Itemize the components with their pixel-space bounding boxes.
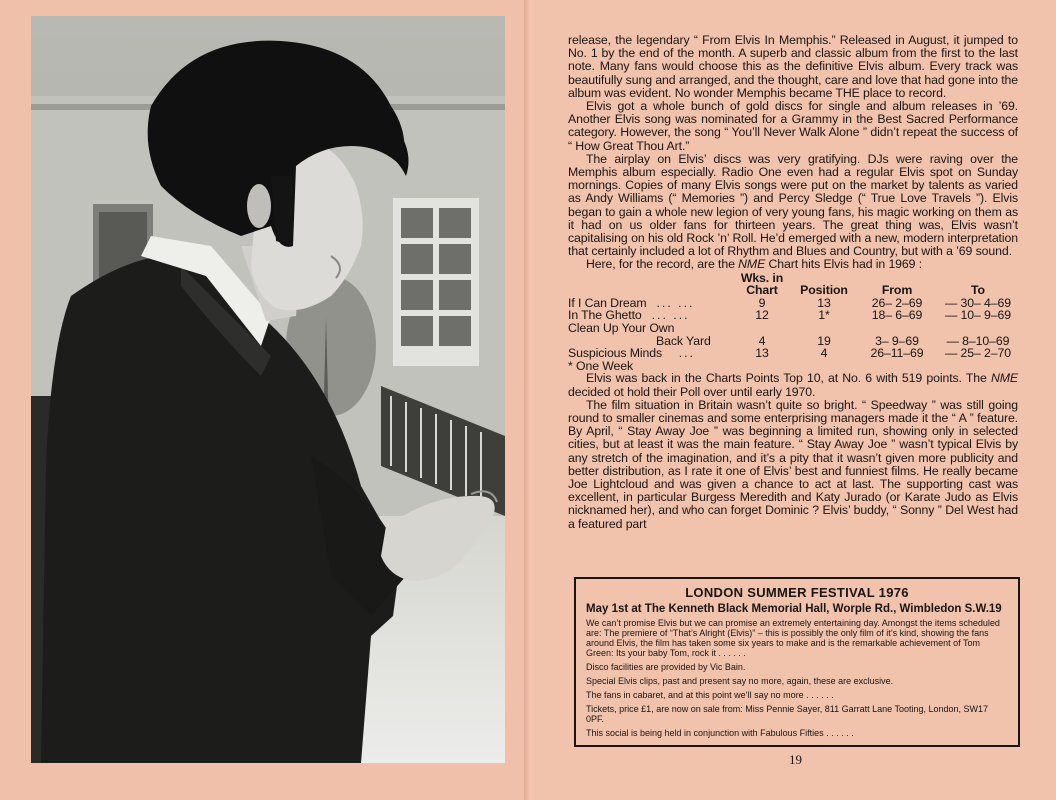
right-page xyxy=(540,0,1045,800)
chart-footnote: * One Week xyxy=(568,358,634,373)
advert-subtitle: May 1st at The Kenneth Black Memorial Hall, Worple Rd., Wimbledon S.W.19 xyxy=(586,603,1002,615)
leader-dots: ... ... xyxy=(651,308,690,323)
position-cell: 1* xyxy=(818,308,830,323)
song-title-continued: Back Yard xyxy=(656,333,711,348)
position-cell: 13 xyxy=(817,295,831,310)
song-title: Clean Up Your Own xyxy=(568,321,675,336)
article-paragraph: The airplay on Elvis’ discs was very gratifying. DJs were raving over the Memphis album especially. Radio One even had a regular Elvis spot on Sunday mornings. Copies of many Elvis songs were put on the market by talents as varied as Andy Williams (“ Memories ”) and Percy Sledge (“ True Love Travels ”). Elvis began to gain a whole new legion of very young fans, his magic working on them as it had on us older fans for thirteen years. The great thing was, Elvis wasn’t capitalising on his old Rock ’n’ Roll. He’d emerged with a new, modern interpretation that certainly included a lot of Rhythm and Blues and Country, but with a ’69 sound. xyxy=(568,151,1018,259)
leader-dots: ... xyxy=(678,346,695,361)
table-header-row xyxy=(568,272,1018,297)
wks-header: Wks. in Chart xyxy=(740,270,784,298)
nme-italic: NME xyxy=(738,257,766,272)
advert-text: This social is being held in conjunction with Fabulous Fifties . . . . . . xyxy=(586,728,854,738)
from-cell: 18– 6–69 xyxy=(871,308,923,323)
article-body xyxy=(568,34,1018,531)
elvis-photograph xyxy=(31,16,505,763)
festival-advert xyxy=(574,577,1020,747)
table-row xyxy=(568,322,1018,335)
advert-text: The fans in cabaret, and at this point we’ll say no more . . . . . . xyxy=(586,690,834,700)
article-paragraph: release, the legendary “ From Elvis In Memphis.” Released in August, it jumped to No. 1 by the end of the month. A superb and classic album from the first to the last note. Many fans would choose this as the definitive Elvis album. Every track was beautifully sung and arranged, and the thought, care and love that had gone into the album was evident. No wonder Memphis became THE place to record. xyxy=(568,33,1018,100)
from-cell: 26–11–69 xyxy=(870,346,924,361)
page-gutter xyxy=(524,0,534,800)
article-paragraph: The film situation in Britain wasn’t quite so bright. “ Speedway ” was still going round to smaller cinemas and some enterprising managers made it the “ A ” feature. By April, “ Stay Away Joe ” was beginning a limited run, showing only in selected cities, but at least it was the main feature. “ Stay Away Joe ” wasn’t typical Elvis by any stretch of the imagination, and it’s a pity that it wasn’t given more publicity and better distribution, as I rate it one of Elvis’ best and funniest films. He really became Joe Lightcloud and was given a chance to act at last. The supporting cast was excellent, in particular Burgess Meredith and Katy Jurado (or Karate Judo as Elvis nicknamed her), and who can forget Dominic ? Elvis’ buddy, “ Sonny ” Del West had a featured part xyxy=(568,397,1018,531)
to-header: To xyxy=(971,283,985,298)
to-cell: — 25– 2–70 xyxy=(944,346,1011,361)
advert-title: LONDON SUMMER FESTIVAL 1976 xyxy=(685,585,909,600)
advert-text: Disco facilities are provided by Vic Bain. xyxy=(586,662,746,672)
chart-intro xyxy=(568,258,1018,271)
page-number: 19 xyxy=(789,752,802,767)
to-cell: — 30– 4–69 xyxy=(944,295,1011,310)
elvis-photo-image xyxy=(31,16,505,763)
from-cell: 3– 9–69 xyxy=(875,333,919,348)
article-paragraph: Elvis was back in the Charts Points Top 10, at No. 6 with 519 points. The NME decided ot hold their Poll over until early 1970. xyxy=(568,371,1018,399)
chart-intro-text: Chart hits Elvis had in 1969 : xyxy=(765,257,923,272)
nme-chart-table xyxy=(568,272,1018,373)
to-cell: — 8–10–69 xyxy=(946,333,1010,348)
article-paragraph: Elvis got a whole bunch of gold discs for single and album releases in ’69. Another Elvis song was nominated for a Grammy in the Best Sacred Performance category. However, the song “ You’ll Never Walk Alone ” didn’t repeat the success of “ How Great Thou Art.” xyxy=(568,99,1018,153)
from-cell: 26– 2–69 xyxy=(871,295,923,310)
song-title: If I Can Dream xyxy=(568,295,647,310)
song-title: Suspicious Minds xyxy=(568,346,663,361)
advert-text: Tickets, price £1, are now on sale from: Miss Pennie Sayer, 811 Garratt Lane Tooting, London, SW17 0PF. xyxy=(586,704,989,724)
position-cell: 19 xyxy=(817,333,831,348)
advert-text: We can’t promise Elvis but we can promise an extremely entertaining day. Amongst the items scheduled are: The premiere of “That’s Alright (Elvis)” – this is possibly the only film of it’s kind, showing the fans around Elvis, the film has taken some six years to make and is the remarkable achievement of Tom Green: Its your baby Tom, rock it . . . . . . xyxy=(586,618,1000,658)
nme-italic: NME xyxy=(990,371,1018,386)
chart-intro-text: Here, for the record, are the xyxy=(586,257,739,272)
table-row xyxy=(568,347,1018,360)
from-header: From xyxy=(881,283,913,298)
weeks-cell: 4 xyxy=(758,333,766,348)
position-header: Position xyxy=(800,283,848,298)
to-cell: — 10– 9–69 xyxy=(944,308,1011,323)
weeks-cell: 13 xyxy=(755,346,769,361)
position-cell: 4 xyxy=(820,346,828,361)
weeks-cell: 12 xyxy=(755,308,769,323)
leader-dots: ... ... xyxy=(656,295,695,310)
advert-text: Special Elvis clips, past and present say no more, again, these are exclusive. xyxy=(586,676,894,686)
song-title: In The Ghetto xyxy=(568,308,642,323)
weeks-cell: 9 xyxy=(758,295,766,310)
